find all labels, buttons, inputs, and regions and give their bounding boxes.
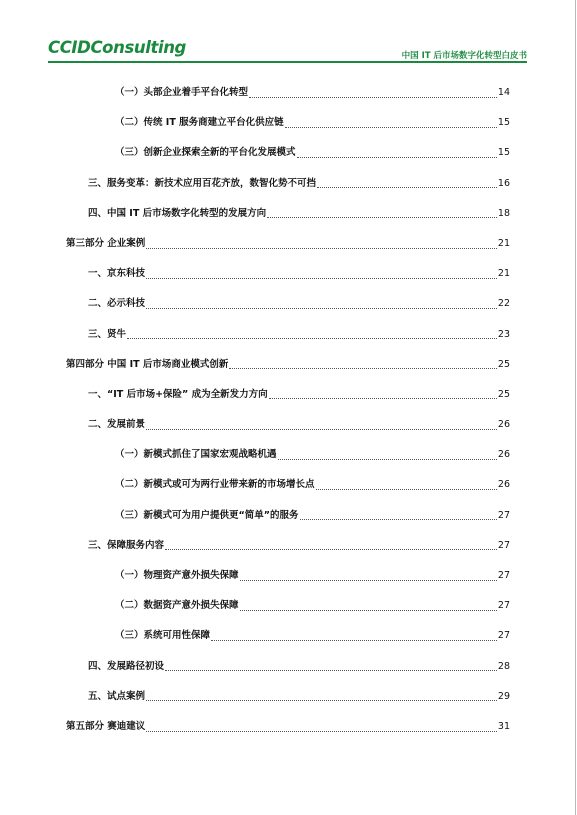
toc-entry[interactable] bbox=[0, 440, 510, 470]
toc-page-number: 16 bbox=[497, 177, 510, 189]
toc-entry[interactable] bbox=[0, 259, 510, 289]
toc-page-number: 14 bbox=[497, 87, 510, 98]
toc-entry-title: 三、服务变革：新技术应用百花齐放，数智化势不可挡 bbox=[88, 177, 317, 189]
toc-dot-leader bbox=[146, 278, 497, 279]
toc-dot-leader bbox=[300, 519, 497, 520]
toc-page-number: 21 bbox=[497, 237, 510, 249]
toc-entry-title: 三、贤牛 bbox=[88, 328, 127, 340]
toc-entry-title: （二）传统 IT 服务商建立平台化供应链 bbox=[115, 117, 284, 129]
toc-dot-leader bbox=[267, 217, 497, 218]
toc-entry[interactable] bbox=[0, 501, 510, 531]
toc-page-number: 23 bbox=[497, 328, 510, 340]
toc-page-number: 29 bbox=[497, 690, 510, 702]
toc-entry[interactable] bbox=[0, 169, 510, 199]
toc-entry[interactable] bbox=[0, 561, 510, 591]
toc-entry[interactable] bbox=[0, 712, 510, 742]
toc-entry[interactable] bbox=[0, 591, 510, 621]
toc-dot-leader bbox=[240, 580, 497, 581]
toc-dot-leader bbox=[211, 640, 497, 641]
toc-dot-leader bbox=[316, 489, 497, 490]
toc-page-number: 28 bbox=[497, 660, 510, 672]
toc-page-number: 27 bbox=[497, 539, 510, 551]
toc-entry-title: 二、发展前景 bbox=[88, 419, 146, 431]
toc-dot-leader bbox=[146, 248, 497, 249]
toc-page-number: 31 bbox=[497, 720, 510, 732]
toc-dot-leader bbox=[146, 308, 497, 309]
toc-page-number: 27 bbox=[497, 630, 510, 642]
toc-dot-leader bbox=[165, 549, 497, 550]
toc-entry[interactable] bbox=[0, 108, 510, 138]
toc-page-number: 26 bbox=[497, 449, 510, 461]
toc-entry-title: 五、试点案例 bbox=[88, 690, 146, 702]
toc-entry[interactable] bbox=[0, 380, 510, 410]
toc-page-number: 25 bbox=[497, 358, 510, 370]
toc-dot-leader bbox=[285, 127, 497, 128]
toc-page-number: 15 bbox=[497, 147, 510, 159]
toc-entry[interactable] bbox=[0, 470, 510, 500]
toc-page-number: 26 bbox=[497, 419, 510, 431]
toc-page-number: 26 bbox=[497, 479, 510, 491]
toc-entry[interactable] bbox=[0, 652, 510, 682]
toc-entry-title: （三）创新企业探索全新的平台化发展模式 bbox=[115, 147, 296, 159]
toc-entry-title: （一）头部企业着手平台化转型 bbox=[115, 87, 249, 98]
toc-page-number: 22 bbox=[497, 298, 510, 310]
toc-dot-leader bbox=[146, 731, 497, 732]
page-edge-border bbox=[575, 0, 576, 815]
toc-entry[interactable] bbox=[0, 531, 510, 561]
toc-entry-title: （二）数据资产意外损失保障 bbox=[115, 600, 239, 612]
toc-entry-title: 四、中国 IT 后市场数字化转型的发展方向 bbox=[88, 207, 267, 219]
toc-entry[interactable] bbox=[0, 410, 510, 440]
toc-entry[interactable] bbox=[0, 138, 510, 168]
toc-entry[interactable] bbox=[0, 229, 510, 259]
document-title: 中国 IT 后市场数字化转型白皮书 bbox=[401, 51, 527, 61]
toc-entry[interactable] bbox=[0, 682, 510, 712]
header-divider bbox=[48, 61, 527, 63]
toc-entry-title: （一）物理资产意外损失保障 bbox=[115, 570, 239, 581]
toc-entry-title: 四、发展路径初设 bbox=[88, 660, 165, 672]
toc-page-number: 18 bbox=[497, 207, 510, 219]
toc-page-number: 15 bbox=[497, 117, 510, 129]
toc-dot-leader bbox=[249, 97, 497, 98]
toc-dot-leader bbox=[317, 187, 497, 188]
toc-entry-title: 第三部分 企业案例 bbox=[66, 237, 146, 249]
toc-dot-leader bbox=[165, 670, 497, 671]
toc-page-number: 27 bbox=[497, 600, 510, 612]
table-of-contents bbox=[0, 78, 510, 742]
toc-dot-leader bbox=[269, 398, 497, 399]
toc-entry[interactable] bbox=[0, 350, 510, 380]
toc-entry-title: 一、“IT 后市场+保险” 成为全新发力方向 bbox=[88, 388, 268, 400]
toc-entry-title: 三、保障服务内容 bbox=[88, 539, 165, 551]
toc-dot-leader bbox=[146, 700, 497, 701]
toc-dot-leader bbox=[240, 610, 497, 611]
toc-entry-title: 第五部分 赛迪建议 bbox=[66, 720, 146, 732]
toc-entry-title: 第四部分 中国 IT 后市场商业模式创新 bbox=[66, 358, 229, 370]
ccid-consulting-logo: CCIDConsulting bbox=[48, 38, 186, 57]
toc-page-number: 27 bbox=[497, 509, 510, 521]
toc-entry[interactable] bbox=[0, 621, 510, 651]
toc-entry-title: 二、必示科技 bbox=[88, 298, 146, 310]
toc-entry-title: （三）系统可用性保障 bbox=[115, 630, 211, 642]
toc-dot-leader bbox=[229, 368, 496, 369]
toc-page-number: 21 bbox=[497, 268, 510, 280]
toc-entry-title: 一、京东科技 bbox=[88, 268, 146, 280]
toc-entry[interactable] bbox=[0, 289, 510, 319]
toc-dot-leader bbox=[297, 157, 497, 158]
toc-dot-leader bbox=[146, 429, 497, 430]
toc-entry[interactable] bbox=[0, 78, 510, 108]
toc-entry-title: （三）新模式可为用户提供更“简单”的服务 bbox=[115, 509, 299, 521]
toc-page-number: 27 bbox=[497, 570, 510, 581]
toc-entry-title: （一）新模式抓住了国家宏观战略机遇 bbox=[115, 449, 277, 461]
toc-entry[interactable] bbox=[0, 320, 510, 350]
toc-dot-leader bbox=[278, 459, 497, 460]
toc-page-number: 25 bbox=[497, 388, 510, 400]
toc-entry-title: （二）新模式或可为两行业带来新的市场增长点 bbox=[115, 479, 315, 491]
toc-dot-leader bbox=[127, 338, 497, 339]
toc-entry[interactable] bbox=[0, 199, 510, 229]
